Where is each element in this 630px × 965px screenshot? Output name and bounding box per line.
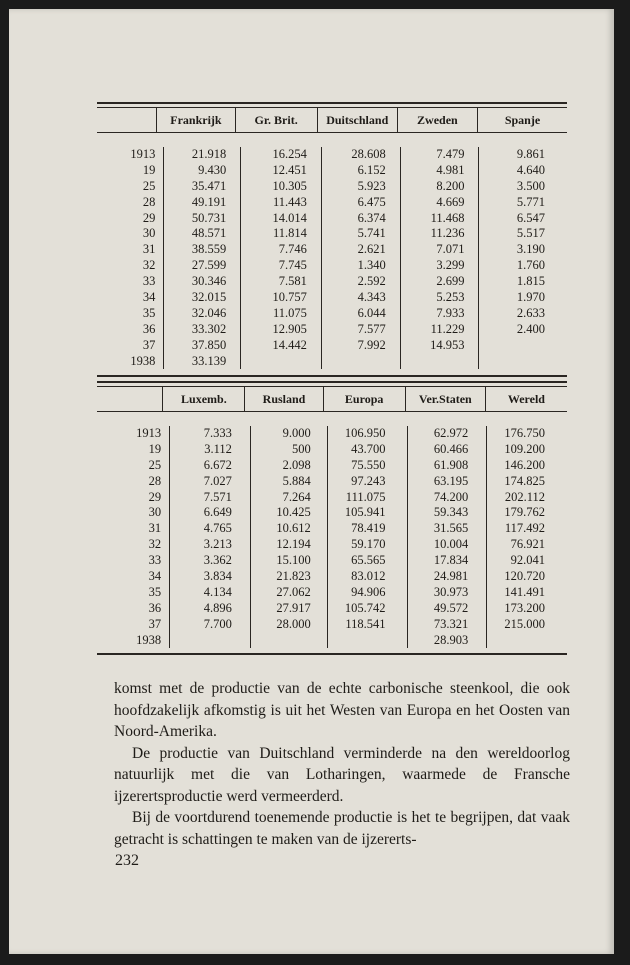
table-cell: 27.917 xyxy=(276,600,311,615)
table-cell: 12.194 xyxy=(276,537,311,552)
table-cell: 10.425 xyxy=(276,505,311,520)
table-cell: 43.700 xyxy=(351,441,386,456)
table-cell: 146.200 xyxy=(504,457,545,472)
table-cell: 6.044 xyxy=(357,305,386,320)
book-page xyxy=(9,9,614,954)
table-cell: 7.264 xyxy=(282,489,311,504)
table-cell: 78.419 xyxy=(351,521,386,536)
table-cell: 3.500 xyxy=(516,178,545,193)
table-cell: 21.823 xyxy=(276,569,311,584)
table-cell: 11.814 xyxy=(273,226,307,241)
table-cell: 37.850 xyxy=(191,337,227,352)
year-cell: 34 xyxy=(148,569,162,584)
table-cell: 109.200 xyxy=(504,441,545,456)
year-cell: 1938 xyxy=(136,632,162,647)
header-duitschland: Duitschland xyxy=(317,108,397,132)
table-cell: 10.305 xyxy=(272,178,307,193)
table-cell: 28.000 xyxy=(276,616,311,631)
table-body xyxy=(97,412,567,648)
table-cell: 174.825 xyxy=(504,473,545,488)
table-cell: 59.343 xyxy=(433,505,469,520)
year-cell: 37 xyxy=(142,337,156,352)
table-cell: 215.000 xyxy=(504,616,545,631)
table-cell: 1.760 xyxy=(516,258,545,273)
table-header-row xyxy=(97,108,567,133)
table-cell: 1.970 xyxy=(516,290,545,305)
table-cell: 10.757 xyxy=(272,290,307,305)
table-cell: 7.992 xyxy=(357,337,386,352)
table-cell: 4.981 xyxy=(436,162,465,177)
table-cell: 5.771 xyxy=(516,194,545,209)
column-duitschland xyxy=(321,147,400,369)
table-cell: 9.861 xyxy=(516,147,545,161)
year-cell: 35 xyxy=(142,305,156,320)
year-cell: 1913 xyxy=(136,426,162,440)
table-cell: 4.765 xyxy=(203,521,232,536)
table-cell: 6.374 xyxy=(357,210,386,225)
table-cell: 4.896 xyxy=(203,600,232,615)
table-cell: 59.170 xyxy=(351,537,386,552)
table-cell: 33.302 xyxy=(191,321,227,336)
table-cell: 3.112 xyxy=(204,441,232,456)
header-ver-staten: Ver.Staten xyxy=(405,387,485,411)
year-cell: 28 xyxy=(148,473,162,488)
table-cell: 11.229 xyxy=(430,321,465,336)
year-cell: 31 xyxy=(148,521,162,536)
production-table-2 xyxy=(97,381,567,655)
table-cell: 2.400 xyxy=(516,321,545,336)
table-cell: 111.075 xyxy=(345,489,386,504)
header-europa: Europa xyxy=(323,387,405,411)
table-cell: 7.700 xyxy=(203,616,232,631)
year-column xyxy=(97,147,163,369)
paragraph-continuation: komst met de productie van de echte carbonische steenkool, die ook hoofdzakelijk afkomstig is uit het Westen van Europa en het Oosten van Noord-Amerika. xyxy=(114,680,570,740)
table-bottom-rule xyxy=(97,653,567,655)
table-cell: 4.640 xyxy=(516,162,545,177)
table-cell: 15.100 xyxy=(276,553,311,568)
table-cell: 12.451 xyxy=(272,162,307,177)
table-cell: 7.071 xyxy=(436,242,465,257)
table-cell: 105.941 xyxy=(344,505,386,520)
table-cell: 12.905 xyxy=(272,321,307,336)
table-cell: 38.559 xyxy=(191,242,227,257)
table-cell: 32.015 xyxy=(191,290,227,305)
table-cell: 1.815 xyxy=(516,274,545,289)
table-cell: 28.903 xyxy=(433,632,469,647)
table-cell: 1.340 xyxy=(357,258,386,273)
table-cell: 10.004 xyxy=(433,537,469,552)
year-cell: 36 xyxy=(142,321,156,336)
table-cell: 14.442 xyxy=(272,337,307,352)
table-cell: 17.834 xyxy=(433,553,469,568)
table-cell: 75.550 xyxy=(351,457,386,472)
header-rusland: Rusland xyxy=(244,387,322,411)
table-cell: 202.112 xyxy=(504,489,545,504)
table-cell: 14.014 xyxy=(272,210,307,225)
table-cell: 5.741 xyxy=(357,226,386,241)
table-cell: 173.200 xyxy=(504,600,545,615)
column-ver-staten xyxy=(407,426,486,648)
table-cell: 10.612 xyxy=(276,521,311,536)
table-cell: 6.475 xyxy=(357,194,386,209)
table-cell: 500 xyxy=(292,441,311,456)
table-cell: 11.075 xyxy=(273,305,307,320)
table-cell: 7.746 xyxy=(278,242,307,257)
table-cell: 48.571 xyxy=(191,226,227,241)
year-cell: 35 xyxy=(148,584,162,599)
year-cell: 29 xyxy=(148,489,162,504)
table-cell: 4.669 xyxy=(436,194,465,209)
header-frankrijk: Frankrijk xyxy=(156,108,234,132)
table-cell: 27.062 xyxy=(276,584,311,599)
table-cell: 120.720 xyxy=(504,569,545,584)
table-cell: 74.200 xyxy=(433,489,469,504)
table-cell: 21.918 xyxy=(191,147,227,161)
table-cell: 30.346 xyxy=(191,274,227,289)
table-cell: 106.950 xyxy=(344,426,386,440)
year-cell: 30 xyxy=(142,226,156,241)
table-top-rule xyxy=(97,102,567,104)
table-cell: 2.699 xyxy=(436,274,465,289)
header-spanje: Spanje xyxy=(477,108,567,132)
table-cell: 4.134 xyxy=(203,584,232,599)
table-cell: 32.046 xyxy=(191,305,227,320)
column-gr-brit xyxy=(240,147,321,369)
column-europa xyxy=(327,426,408,648)
column-zweden xyxy=(400,147,479,369)
year-cell: 33 xyxy=(142,274,156,289)
table-cell: 2.621 xyxy=(357,242,386,257)
column-rusland xyxy=(250,426,327,648)
table-cell: 11.236 xyxy=(430,226,465,241)
table-cell: 92.041 xyxy=(510,553,545,568)
table-cell: 63.195 xyxy=(433,473,469,488)
table-cell: 7.333 xyxy=(203,426,232,440)
table-bottom-rule xyxy=(97,375,567,377)
page-number: 232 xyxy=(115,852,139,869)
table-cell: 9.000 xyxy=(282,426,311,440)
table-cell: 3.190 xyxy=(516,242,545,257)
table-cell: 3.834 xyxy=(203,569,232,584)
table-cell: 7.745 xyxy=(278,258,307,273)
table-cell: 61.908 xyxy=(433,457,469,472)
column-frankrijk xyxy=(163,147,240,369)
table-cell: 97.243 xyxy=(351,473,386,488)
year-cell: 30 xyxy=(148,505,162,520)
header-wereld: Wereld xyxy=(485,387,567,411)
table-cell: 2.592 xyxy=(357,274,386,289)
header-zweden: Zweden xyxy=(397,108,477,132)
table-cell: 11.468 xyxy=(430,210,465,225)
year-cell: 33 xyxy=(148,553,162,568)
table-cell: 7.027 xyxy=(203,473,232,488)
table-cell: 31.565 xyxy=(433,521,469,536)
table-cell: 14.953 xyxy=(430,337,465,352)
production-table-1 xyxy=(97,102,567,377)
table-cell: 3.362 xyxy=(203,553,232,568)
header-luxemb: Luxemb. xyxy=(162,387,244,411)
year-cell: 37 xyxy=(148,616,162,631)
table-cell: 50.731 xyxy=(191,210,227,225)
table-cell: 33.139 xyxy=(191,353,227,368)
header-year-blank xyxy=(97,387,162,411)
year-cell: 28 xyxy=(142,194,156,209)
year-cell: 29 xyxy=(142,210,156,225)
table-cell: 6.547 xyxy=(516,210,545,225)
table-cell: 49.572 xyxy=(433,600,469,615)
table-cell: 11.443 xyxy=(273,194,307,209)
table-cell: 5.253 xyxy=(436,290,465,305)
year-column xyxy=(97,426,169,648)
header-gr-brit: Gr. Brit. xyxy=(235,108,317,132)
year-cell: 1938 xyxy=(130,353,156,368)
table-cell: 60.466 xyxy=(433,441,469,456)
table-cell: 105.742 xyxy=(344,600,386,615)
year-cell: 34 xyxy=(142,290,156,305)
year-cell: 25 xyxy=(148,457,162,472)
table-cell: 94.906 xyxy=(351,584,386,599)
table-cell: 8.200 xyxy=(436,178,465,193)
year-cell: 36 xyxy=(148,600,162,615)
year-cell: 32 xyxy=(142,258,156,273)
table-cell: 6.649 xyxy=(203,505,232,520)
year-cell: 25 xyxy=(142,178,156,193)
table-cell: 5.517 xyxy=(516,226,545,241)
paragraph-schattingen: Bij de voortdurend toenemende productie is het te begrijpen, dat vaak getracht is schattingen te maken van de ijzererts- xyxy=(114,809,570,848)
table-cell: 5.923 xyxy=(357,178,386,193)
table-cell: 7.933 xyxy=(436,305,465,320)
year-cell: 19 xyxy=(142,162,156,177)
table-cell: 49.191 xyxy=(191,194,227,209)
table-cell: 7.571 xyxy=(203,489,232,504)
table-cell: 24.981 xyxy=(433,569,469,584)
year-cell: 19 xyxy=(148,441,162,456)
table-cell: 83.012 xyxy=(351,569,386,584)
table-cell: 3.213 xyxy=(203,537,232,552)
column-luxemb xyxy=(169,426,250,648)
header-year-blank xyxy=(97,108,156,132)
paragraph-duitschland: De productie van Duitschland verminderde na den wereldoorlog natuurlijk met die van Lotharingen, waarmede de Fransche ijzerertsproductie werd vermeerderd. xyxy=(114,744,570,805)
table-cell: 27.599 xyxy=(191,258,227,273)
year-cell: 1913 xyxy=(130,147,156,161)
table-header-row xyxy=(97,387,567,412)
table-cell: 9.430 xyxy=(198,162,227,177)
table-cell: 2.633 xyxy=(516,305,545,320)
table-cell: 28.608 xyxy=(351,147,386,161)
table-cell: 118.541 xyxy=(345,616,386,631)
table-cell: 35.471 xyxy=(191,178,227,193)
table-cell: 76.921 xyxy=(510,537,545,552)
table-cell: 16.254 xyxy=(272,147,307,161)
table-cell: 2.098 xyxy=(282,457,311,472)
table-cell: 6.152 xyxy=(357,162,386,177)
column-wereld xyxy=(486,426,567,648)
table-cell: 176.750 xyxy=(504,426,545,440)
body-text xyxy=(114,678,570,850)
table-cell: 117.492 xyxy=(504,521,545,536)
table-cell: 6.672 xyxy=(203,457,232,472)
table-cell: 5.884 xyxy=(282,473,311,488)
table-top-rule xyxy=(97,381,567,383)
table-cell: 7.479 xyxy=(436,147,465,161)
table-cell: 141.491 xyxy=(504,584,545,599)
table-cell: 65.565 xyxy=(351,553,386,568)
table-cell: 4.343 xyxy=(357,290,386,305)
table-cell: 179.762 xyxy=(504,505,545,520)
table-cell: 62.972 xyxy=(433,426,469,440)
column-spanje xyxy=(478,147,567,369)
table-cell: 7.577 xyxy=(357,321,386,336)
table-cell: 73.321 xyxy=(433,616,469,631)
table-cell: 30.973 xyxy=(433,584,469,599)
table-cell: 7.581 xyxy=(278,274,307,289)
year-cell: 31 xyxy=(142,242,156,257)
table-cell: 3.299 xyxy=(436,258,465,273)
year-cell: 32 xyxy=(148,537,162,552)
table-body xyxy=(97,133,567,369)
